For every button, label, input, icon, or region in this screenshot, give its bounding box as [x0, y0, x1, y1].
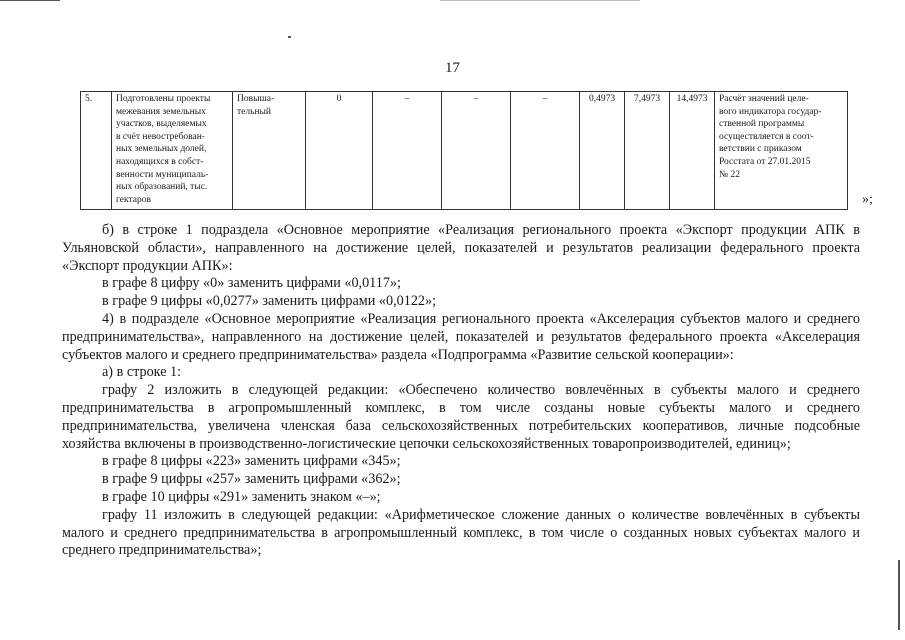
- paragraph: графу 2 изложить в следующей редакции: «Обеспечено количество вовлечённых в субъекты малого и среднего предпринимательства в агропромышленный комплекс, в том числе созданы новые субъекты малого и среднего предпринимательства, увеличена членская база сельскохозяйственных потребительских кооперативов, личные подсобные хозяйства включены в производственно-логистические цепочки сельскохозяйственных товаропроизводителей, единиц»;: [62, 382, 860, 452]
- note-cell: [715, 92, 848, 210]
- note-text: Расчёт значений целе- вого индикатора государ- ственной программы осуществляется в соот- ветствии с приказом Росстата от 27.01.2015 № 22: [719, 94, 822, 180]
- value-cell-1: 0,4973: [580, 92, 625, 210]
- unit-text: Повыша- тельный: [237, 94, 275, 117]
- paragraph: в графе 8 цифры «223» заменить цифрами «345»;: [102, 453, 401, 470]
- dash-cell-2: –: [442, 92, 511, 210]
- paragraph: в графе 8 цифру «0» заменить цифрами «0,0117»;: [102, 275, 401, 292]
- table-row: [81, 92, 848, 210]
- closing-quote: »;: [862, 192, 873, 207]
- page-number: 17: [445, 60, 460, 76]
- indicator-table: [80, 91, 848, 210]
- paragraph: в графе 10 цифры «291» заменить знаком «–»;: [102, 488, 381, 505]
- unit-cell: [233, 92, 306, 210]
- value-cell-3: 14,4973: [670, 92, 715, 210]
- dash-cell-3: –: [511, 92, 580, 210]
- scan-artifact: [440, 0, 640, 1]
- paragraph: в графе 9 цифры «257» заменить цифрами «362»;: [102, 471, 401, 488]
- value-cell-2: 7,4973: [625, 92, 670, 210]
- paragraph: а) в строке 1:: [102, 364, 182, 381]
- paragraph: в графе 9 цифры «0,0277» заменить цифрами «0,0122»;: [102, 293, 437, 310]
- scan-artifact: [898, 560, 900, 630]
- paragraph: 4) в подразделе «Основное мероприятие «Реализация регионального проекта «Акселерация субъектов малого и среднего предпринимательства», направленного на достижение целей, показателей и результатов федерального проекта «Акселерация субъектов малого и среднего предпринимательства» раздела «Подпрограмма «Развитие сельской кооперации»:: [62, 310, 860, 363]
- dash-cell-1: –: [373, 92, 442, 210]
- description-cell: [112, 92, 233, 210]
- document-body: [62, 222, 860, 560]
- row-number-cell: 5.: [81, 92, 112, 210]
- description-text: Подготовлены проекты межевания земельных участков, выделяемых в счёт невостребован- ных земельных долей, находящихся в собст- венности муниципаль- ных образований, тыс. гектаров: [116, 94, 211, 205]
- paragraph: графу 11 изложить в следующей редакции: «Арифметическое сложение данных о количестве вовлечённых в субъекты малого и среднего предпринимательства в агропромышленный комплекс, в том числе о созданных новых субъектах малого и среднего предпринимательства»;: [62, 506, 860, 559]
- scan-artifact: [288, 36, 291, 38]
- paragraph: б) в строке 1 подраздела «Основное мероприятие «Реализация регионального проекта «Экспорт продукции АПК в Ульяновской области», направленного на достижение целей, показателей и результатов реализации федерального проекта «Экспорт продукции АПК»:: [62, 222, 860, 274]
- scan-artifact: [0, 0, 60, 1]
- base-value-cell: 0: [306, 92, 373, 210]
